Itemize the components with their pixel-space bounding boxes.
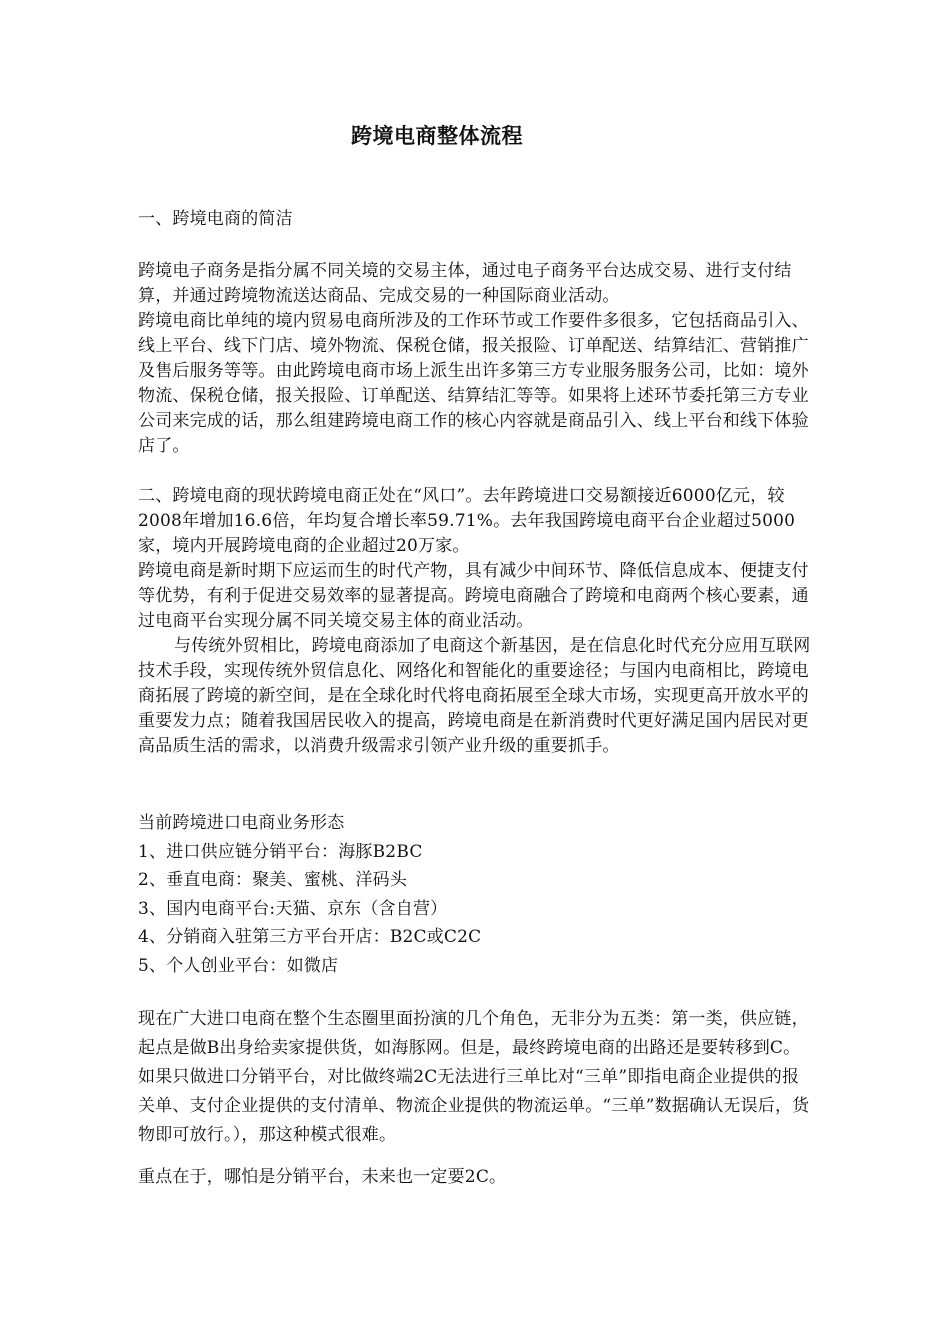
list-item: 5、个人创业平台：如微店: [138, 955, 339, 976]
roles-paragraph-block: [138, 1005, 812, 1150]
section2-paragraph-2: 跨境电商是新时期下应运而生的时代产物，具有减少中间环节、降低信息成本、便捷支付等优势，有利于促进交易效率的显著提高。跨境电商融合了跨境和电商两个核心要素，通过电商平台实现分属不同关境交易主体的商业活动。: [138, 561, 809, 631]
section1-paragraph-2: 跨境电商比单纯的境内贸易电商所涉及的工作环节或工作要件多很多，它包括商品引入、线上平台、线下门店、境外物流、保税仓储，报关报险、订单配送、结算结汇、营销推广及售后服务等等。由此跨境电商市场上派生出许多第三方专业服务服务公司，比如：境外物流、保税仓储，报关报险、订单配送、结算结汇等等。如果将上述环节委托第三方专业公司来完成的话，那么组建跨境电商工作的核心内容就是商品引入、线上平台和线下体验店了。: [138, 311, 809, 456]
document-title: 跨境电商整体流程: [351, 124, 523, 148]
roles-paragraph-1: 现在广大进口电商在整个生态圈里面扮演的几个角色，无非分为五类：第一类，供应链，起点是做B出身给卖家提供货，如海豚网。但是，最终跨境电商的出路还是要转移到C。如果只做进口分销平台，对比做终端2C无法进行三单比对“三单”即指电商企业提供的报关单、支付企业提供的支付清单、物流企业提供的物流运单。“三单”数据确认无误后，货物即可放行。），那这种模式很难。: [138, 1009, 810, 1145]
section1-body: [138, 259, 812, 459]
section2-body: [138, 484, 812, 759]
list-item: 3、国内电商平台:天猫、京东（含自营）: [138, 898, 448, 919]
section2-paragraph-3: 与传统外贸相比，跨境电商添加了电商这个新基因，是在信息化时代充分应用互联网技术手段，实现传统外贸信息化、网络化和智能化的重要途径；与国内电商相比，跨境电商拓展了跨境的新空间，是在全球化时代将电商拓展至全球大市场，实现更高开放水平的重要发力点；随着我国居民收入的提高，跨境电商是在新消费时代更好满足国内居民对更高品质生活的需求，以消费升级需求引领产业升级的重要抓手。: [138, 636, 811, 756]
business-forms-heading: 当前跨境进口电商业务形态: [138, 813, 345, 833]
section1-paragraph-1: 跨境电子商务是指分属不同关境的交易主体，通过电子商务平台达成交易、进行支付结算，并通过跨境物流送达商品、完成交易的一种国际商业活动。: [138, 261, 792, 306]
list-item: 2、垂直电商：聚美、蜜桃、洋码头: [138, 870, 408, 890]
list-item: 4、分销商入驻第三方平台开店：B2C或C2C: [138, 927, 482, 947]
list-item: 1、进口供应链分销平台：海豚B2BC: [138, 841, 423, 862]
section1-heading: 一、跨境电商的简洁: [138, 209, 293, 229]
roles-paragraph-2: 重点在于，哪怕是分销平台，未来也一定要2C。: [138, 1167, 507, 1187]
section2-paragraph-1: 二、跨境电商的现状跨境电商正处在“风口”。去年跨境进口交易额接近6000亿元，较2008年增加16.6倍，年均复合增长率59.71%。去年我国跨境电商平台企业超过5000家，境内开展跨境电商的企业超过20万家。: [138, 486, 796, 556]
business-forms-list: [138, 809, 812, 980]
conclusion-block: [138, 1165, 812, 1190]
